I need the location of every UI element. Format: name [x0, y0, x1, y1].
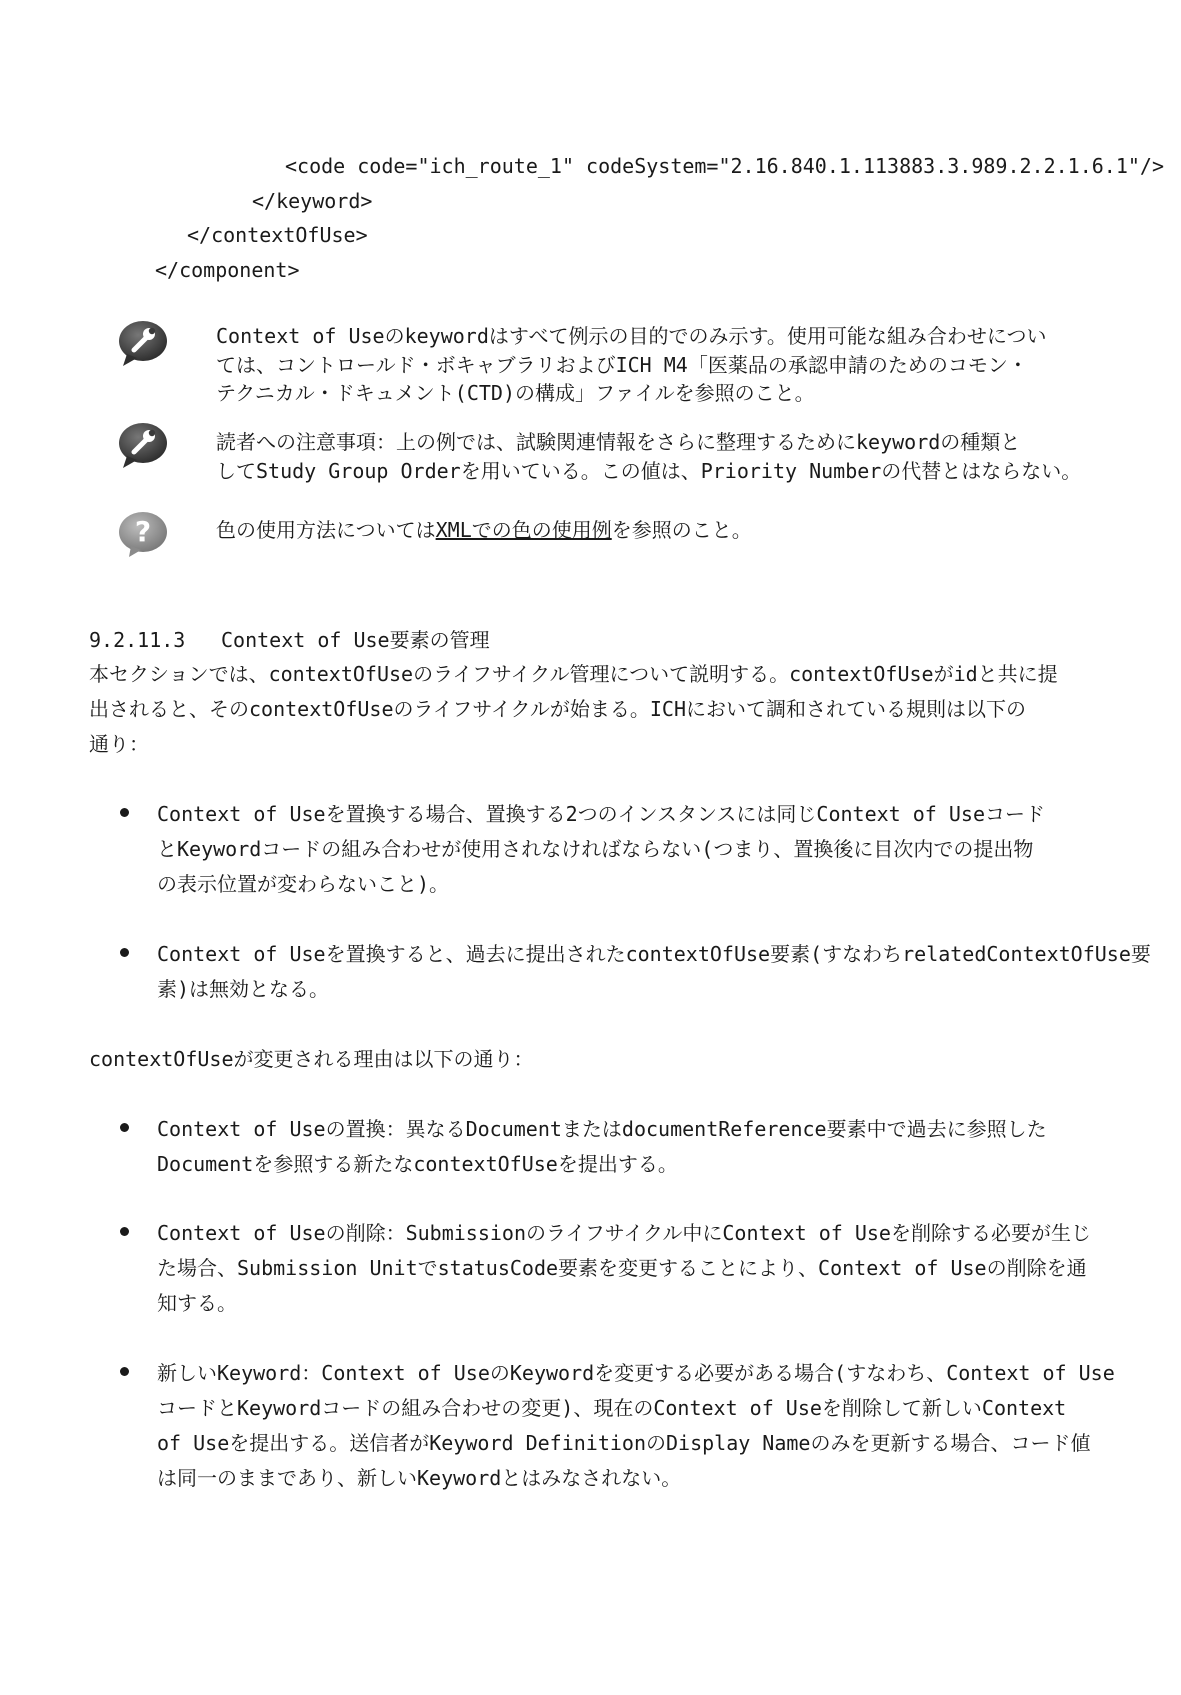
list-line: は同一のままであり、新しいKeywordとはみなされない。	[157, 1466, 682, 1490]
note-line: Context of Useのkeywordはすべて例示の目的でのみ示す。使用可能な組み合わせについ	[216, 324, 1047, 348]
code-line: </keyword>	[252, 189, 373, 213]
list-line: とKeywordコードの組み合わせが使用されなければならない(つまり、置換後に目次内での提出物	[157, 837, 1034, 861]
note-text	[216, 428, 1086, 485]
code-line: </contextOfUse>	[187, 223, 368, 247]
list-item-text	[157, 1216, 1094, 1321]
list-line: Context of Useを置換する場合、置換する2つのインスタンスには同じContext of Useコード	[157, 802, 1045, 826]
list-line: of Useを提出する。送信者がKeyword DefinitionのDisplay Nameのみを更新する場合、コード値	[157, 1431, 1091, 1455]
section-number: 9.2.11.3	[89, 628, 186, 652]
question-icon	[117, 509, 169, 559]
paragraph-line: 通り：	[89, 732, 149, 756]
list-line: Context of Useを置換すると、過去に提出されたcontextOfUse要素(すなわちrelatedContextOfUse要	[157, 942, 1151, 966]
reasons-intro	[89, 1042, 1094, 1077]
list-line: 新しいKeyword：Context of UseのKeywordを変更する必要がある場合(すなわち、Context of Use	[157, 1361, 1115, 1385]
list-line: 知する。	[157, 1291, 237, 1315]
bullet-dot	[120, 1367, 129, 1376]
wrench-icon	[117, 420, 169, 470]
code-line: <code code="ich_route_1" codeSystem="2.16.840.1.113883.3.989.2.2.1.6.1"/>	[285, 154, 1164, 178]
list-item-text	[157, 937, 1151, 1007]
note-line: テクニカル・ドキュメント(CTD)の構成」ファイルを参照のこと。	[216, 381, 815, 405]
list-item-text	[157, 1112, 1094, 1182]
paragraph-line: contextOfUseが変更される理由は以下の通り：	[89, 1047, 534, 1071]
note-line: してStudy Group Orderを用いている。この値は、Priority Numberの代替とはならない。	[216, 458, 1082, 483]
svg-text:?: ?	[134, 515, 152, 548]
note-line	[216, 516, 1086, 545]
note-text	[216, 516, 1086, 545]
note-line: 読者への注意事項：上の例では、試験関連情報をさらに整理するためにkeywordの種類と	[216, 430, 1021, 454]
note-text	[216, 322, 1086, 408]
list-line: Context of Useの置換：異なるDocumentまたはdocumentReference要素中で過去に参照した	[157, 1117, 1047, 1141]
bullet-dot	[120, 1227, 129, 1236]
section-title: Context of Use要素の管理	[221, 628, 490, 652]
wrench-icon	[117, 318, 169, 368]
paragraph-line: 本セクションでは、contextOfUseのライフサイクル管理について説明する。contextOfUseがidと共に提	[89, 662, 1058, 686]
list-item-text	[157, 1356, 1115, 1496]
note-suffix: を参照のこと。	[611, 518, 752, 542]
list-line: コードとKeywordコードの組み合わせの変更)、現在のContext of Useを削除して新しいContext	[157, 1396, 1067, 1420]
list-line: Context of Useの削除：Submissionのライフサイクル中にContext of Useを削除する必要が生じ	[157, 1221, 1091, 1245]
bullet-dot	[120, 948, 129, 957]
color-usage-link[interactable]: XMLでの色の使用例	[435, 518, 612, 542]
list-line: た場合、Submission UnitでstatusCode要素を変更することにより、Context of Useの削除を通	[157, 1256, 1087, 1280]
list-line: の表示位置が変わらないこと)。	[157, 872, 450, 896]
list-item-text	[157, 797, 1094, 902]
bullet-dot	[120, 1123, 129, 1132]
list-line: Documentを参照する新たなcontextOfUseを提出する。	[157, 1152, 678, 1176]
list-line: 素)は無効となる。	[157, 977, 330, 1001]
note-line: ては、コントロールド・ボキャブラリおよびICH M4「医薬品の承認申請のためのコモン・	[216, 352, 1028, 377]
code-line: </component>	[155, 258, 300, 282]
note-prefix: 色の使用方法については	[216, 518, 436, 542]
bullet-dot	[120, 808, 129, 817]
intro-paragraph	[89, 657, 1094, 762]
section-heading	[89, 624, 490, 653]
paragraph-line: 出されると、そのcontextOfUseのライフサイクルが始まる。ICHにおいて調和されている規則は以下の	[89, 697, 1027, 721]
